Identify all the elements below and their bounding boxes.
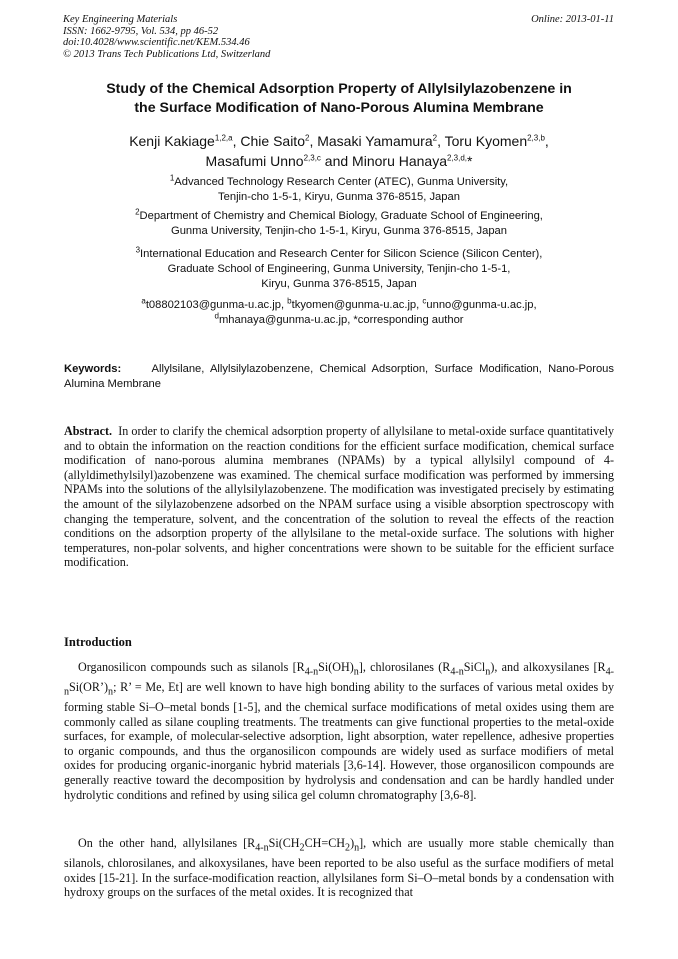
author-list bbox=[58, 131, 620, 171]
text-run: Si(OH) bbox=[318, 660, 354, 674]
abstract bbox=[64, 424, 614, 570]
text-run: ) bbox=[350, 836, 355, 850]
text-run: ], which are usually more stable chemically than silanols, chlorosilanes, and alkoxysilanes, have been reported to be also useful as the surface modifiers of metal oxides [15-21]. In the surface-modification reaction, allylsilanes form Si–O–metal bonds by a condensation with hydroxy groups on the surfaces of the metal oxides. It is recognized that bbox=[64, 836, 615, 900]
affil-sup: 3 bbox=[135, 245, 141, 255]
author-name: Kenji Kakiage bbox=[129, 133, 215, 149]
author-sep: , bbox=[544, 133, 549, 149]
text-run: Organosilicon compounds such as silanols [R bbox=[78, 660, 305, 674]
author-affil-sup: 2,3,c bbox=[303, 153, 321, 163]
abstract-label: Abstract. bbox=[64, 424, 113, 438]
subscript: 2 bbox=[345, 842, 351, 854]
author-affil-sup: 2,3,d, bbox=[447, 153, 468, 163]
author-name: and Minoru Hanaya bbox=[320, 153, 447, 169]
keywords-label: Keywords: bbox=[64, 363, 122, 375]
affil-sup: 2 bbox=[135, 207, 140, 217]
affiliation-line bbox=[58, 209, 620, 224]
email-c: unno@gunma-u.ac.jp, bbox=[426, 299, 537, 311]
subscript: n bbox=[485, 666, 491, 678]
text-run: ], chlorosilanes (R bbox=[358, 660, 451, 674]
email-sup: d bbox=[214, 311, 219, 321]
title-line-2: the Surface Modification of Nano-Porous Alumina Membrane bbox=[134, 100, 544, 116]
doi-line: doi:10.4028/www.scientific.net/KEM.534.46 bbox=[63, 37, 250, 48]
author-name: , Chie Saito bbox=[232, 133, 305, 149]
email-d: mhanaya@gunma-u.ac.jp, *corresponding author bbox=[218, 314, 464, 326]
affiliation-2 bbox=[58, 209, 620, 239]
affiliation-line bbox=[58, 175, 620, 190]
email-b: tkyomen@gunma-u.ac.jp, bbox=[291, 299, 423, 311]
journal-name: Key Engineering Materials bbox=[63, 14, 178, 25]
author-affil-sup: 1,2,a bbox=[214, 133, 233, 143]
text-run: ; R’ = Me, Et] are well known to have high bonding ability to the surfaces of various metal oxides by forming stable Si–O–metal bonds [1-5], and the chemical surface modifications of metal oxides using them are commonly called as silane coupling treatments. The treatments can give functional properties to the metal-oxide surfaces, for example, of molecular-selective adsorption, light absorption, water repellence, adhesive properties to organic compounds, and thus the organosilicon compounds are widely used as surface modifiers of metal oxides for producing organic-inorganic hybrid materials [3,6-14]. However, those organosilicon compounds are generally reactive toward the decomposition by hydrolysis and condensation and can be hardly handled under hydrolytic conditions and refined by using silica gel column chromatography [3,6-8]. bbox=[64, 680, 614, 802]
introduction-heading: Introduction bbox=[64, 635, 132, 649]
issn-line: ISSN: 1662-9795, Vol. 534, pp 46-52 bbox=[63, 25, 219, 37]
text-run: SiCl bbox=[463, 660, 486, 674]
introduction-paragraph-2 bbox=[64, 836, 614, 900]
affiliation-line bbox=[58, 247, 620, 262]
email-sup: c bbox=[422, 296, 427, 306]
author-affil-sup: 2 bbox=[304, 133, 310, 143]
email-line-1 bbox=[58, 298, 620, 313]
subscript: 4-n bbox=[255, 842, 269, 854]
affiliation-3 bbox=[58, 247, 620, 292]
email-line-2 bbox=[58, 313, 620, 328]
corresponding-mark: * bbox=[467, 153, 473, 169]
abstract-text: In order to clarify the chemical adsorption property of allylsilane to metal-oxide surface quantitatively and to obtain the information on the reaction conditions for the efficient surface modification, chemical surface modification of nano-porous alumina membranes (NPAMs) by a typical allylsilyl compound of 4-(allyldimethylsilyl)azobenzene was examined. The chemical surface modification was performed by immersing NPAMs into the solutions of the allylsilylazobenzene. The modification was investigated precisely by estimating the amount of the silylazobenzene adsorbed on the NPAM surface using a visible absorption spectroscopy with changing the temperature, solvent, and the concentration of the solution to reveal the effects of the reaction conditions on the adsorption property of the allylsilane to the metal-oxide surface. The solutions with higher temperatures, non-polar solvents, and higher concentrations were shown to be suitable for the efficient surface modification. bbox=[64, 424, 614, 570]
subscript: 4-n bbox=[64, 666, 614, 698]
email-sup: a bbox=[141, 296, 146, 306]
author-line-2 bbox=[58, 151, 620, 171]
email-a: t08802103@gunma-u.ac.jp, bbox=[145, 299, 288, 311]
subscript: n bbox=[108, 686, 114, 698]
subscript: 2 bbox=[299, 842, 305, 854]
journal-header bbox=[63, 14, 270, 60]
text-run: Si(OR’) bbox=[69, 680, 109, 694]
affil-text: Advanced Technology Research Center (ATEC), Gunma University, bbox=[174, 176, 509, 188]
text-run: CH=CH bbox=[304, 836, 346, 850]
author-line-1 bbox=[58, 131, 620, 151]
keywords-text: Allylsilane, Allylsilylazobenzene, Chemical Adsorption, Surface Modification, Nano-Porous Alumina Membrane bbox=[64, 363, 614, 390]
title-line-1: Study of the Chemical Adsorption Property of Allylsilylazobenzene in bbox=[106, 81, 572, 97]
email-sup: b bbox=[287, 296, 292, 306]
author-name: , Masaki Yamamura bbox=[309, 133, 433, 149]
introduction-paragraph-1 bbox=[64, 660, 614, 802]
paper-title bbox=[58, 80, 620, 118]
subscript: n bbox=[354, 842, 360, 854]
affiliation-line: Gunma University, Tenjin-cho 1-5-1, Kiryu, Gunma 376-8515, Japan bbox=[171, 225, 507, 237]
subscript: 4-n bbox=[450, 666, 464, 678]
affil-text: Department of Chemistry and Chemical Biology, Graduate School of Engineering, bbox=[139, 210, 543, 222]
author-affil-sup: 2,3,b bbox=[527, 133, 545, 143]
copyright-line: © 2013 Trans Tech Publications Ltd, Switzerland bbox=[63, 48, 271, 60]
author-name: Masafumi Unno bbox=[205, 153, 304, 169]
text-run: ), and alkoxysilanes [R bbox=[490, 660, 606, 674]
affiliation-1 bbox=[58, 175, 620, 205]
affiliation-line: Graduate School of Engineering, Gunma University, Tenjin-cho 1-5-1, bbox=[167, 263, 511, 275]
affil-sup: 1 bbox=[169, 173, 175, 183]
subscript: 4-n bbox=[304, 666, 319, 678]
author-affil-sup: 2 bbox=[432, 133, 438, 143]
online-date: Online: 2013-01-11 bbox=[531, 14, 614, 25]
subscript: n bbox=[353, 666, 359, 678]
text-run: Si(CH bbox=[268, 836, 300, 850]
affiliation-line: Kiryu, Gunma 376-8515, Japan bbox=[261, 278, 417, 290]
author-emails bbox=[58, 298, 620, 328]
affiliation-line: Tenjin-cho 1-5-1, Kiryu, Gunma 376-8515, Japan bbox=[218, 191, 460, 203]
affil-text: International Education and Research Center for Silicon Science (Silicon Center), bbox=[140, 248, 543, 260]
author-name: , Toru Kyomen bbox=[437, 133, 528, 149]
keywords bbox=[64, 362, 614, 392]
text-run: On the other hand, allylsilanes [R bbox=[78, 836, 256, 850]
